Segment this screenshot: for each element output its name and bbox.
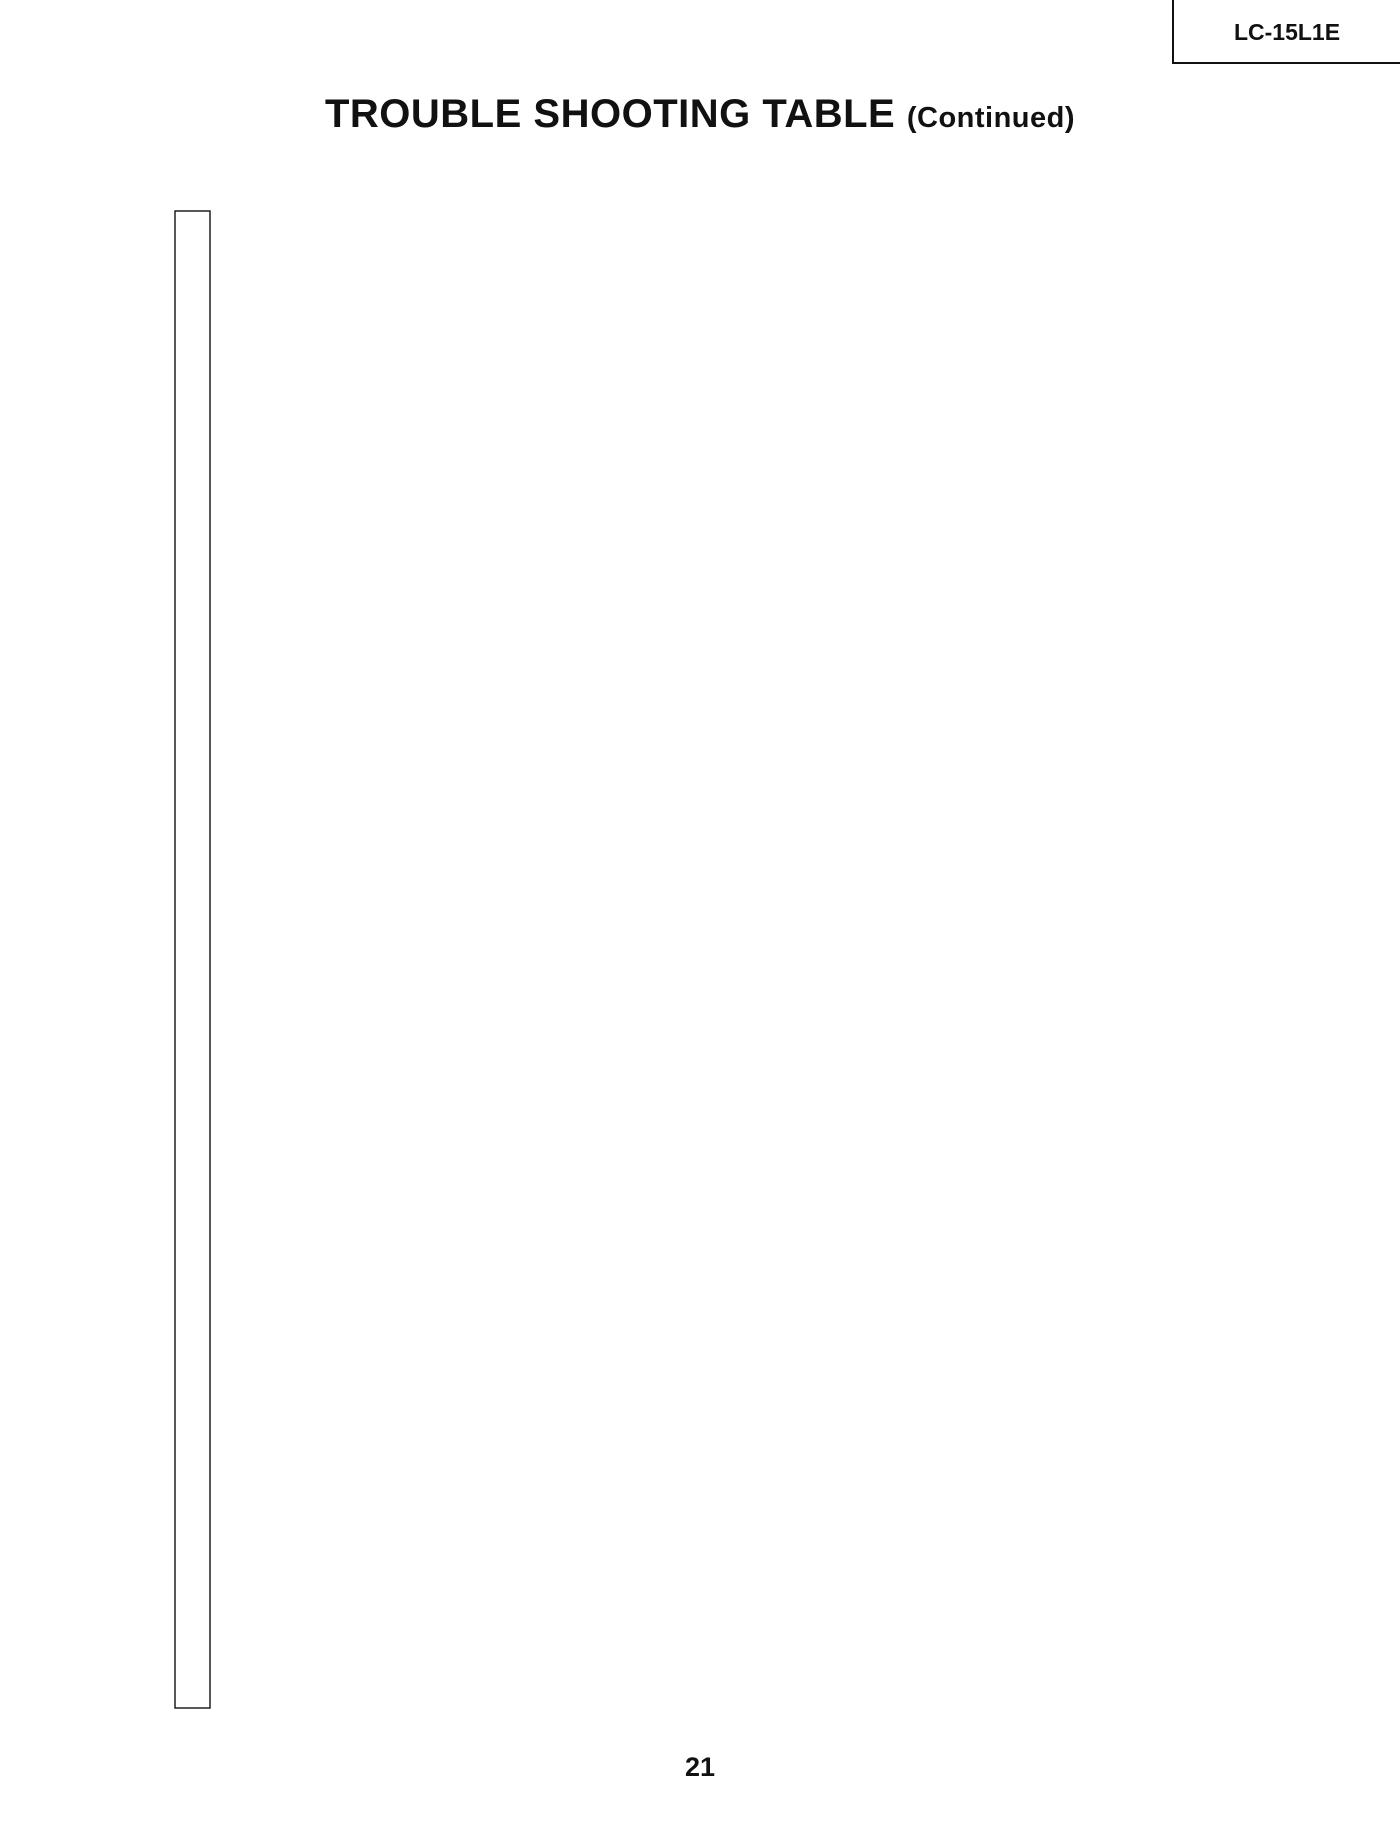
flow-boxes: [175, 211, 210, 1708]
no-sound-box: [175, 211, 210, 1708]
title-main: TROUBLE SHOOTING TABLE: [324, 92, 896, 136]
model-number: LC-15L1E: [1172, 0, 1400, 64]
no-sound-box-frame: [175, 211, 210, 1708]
page-number: 21: [684, 1752, 716, 1782]
title-suffix: (Continued): [906, 102, 1076, 134]
